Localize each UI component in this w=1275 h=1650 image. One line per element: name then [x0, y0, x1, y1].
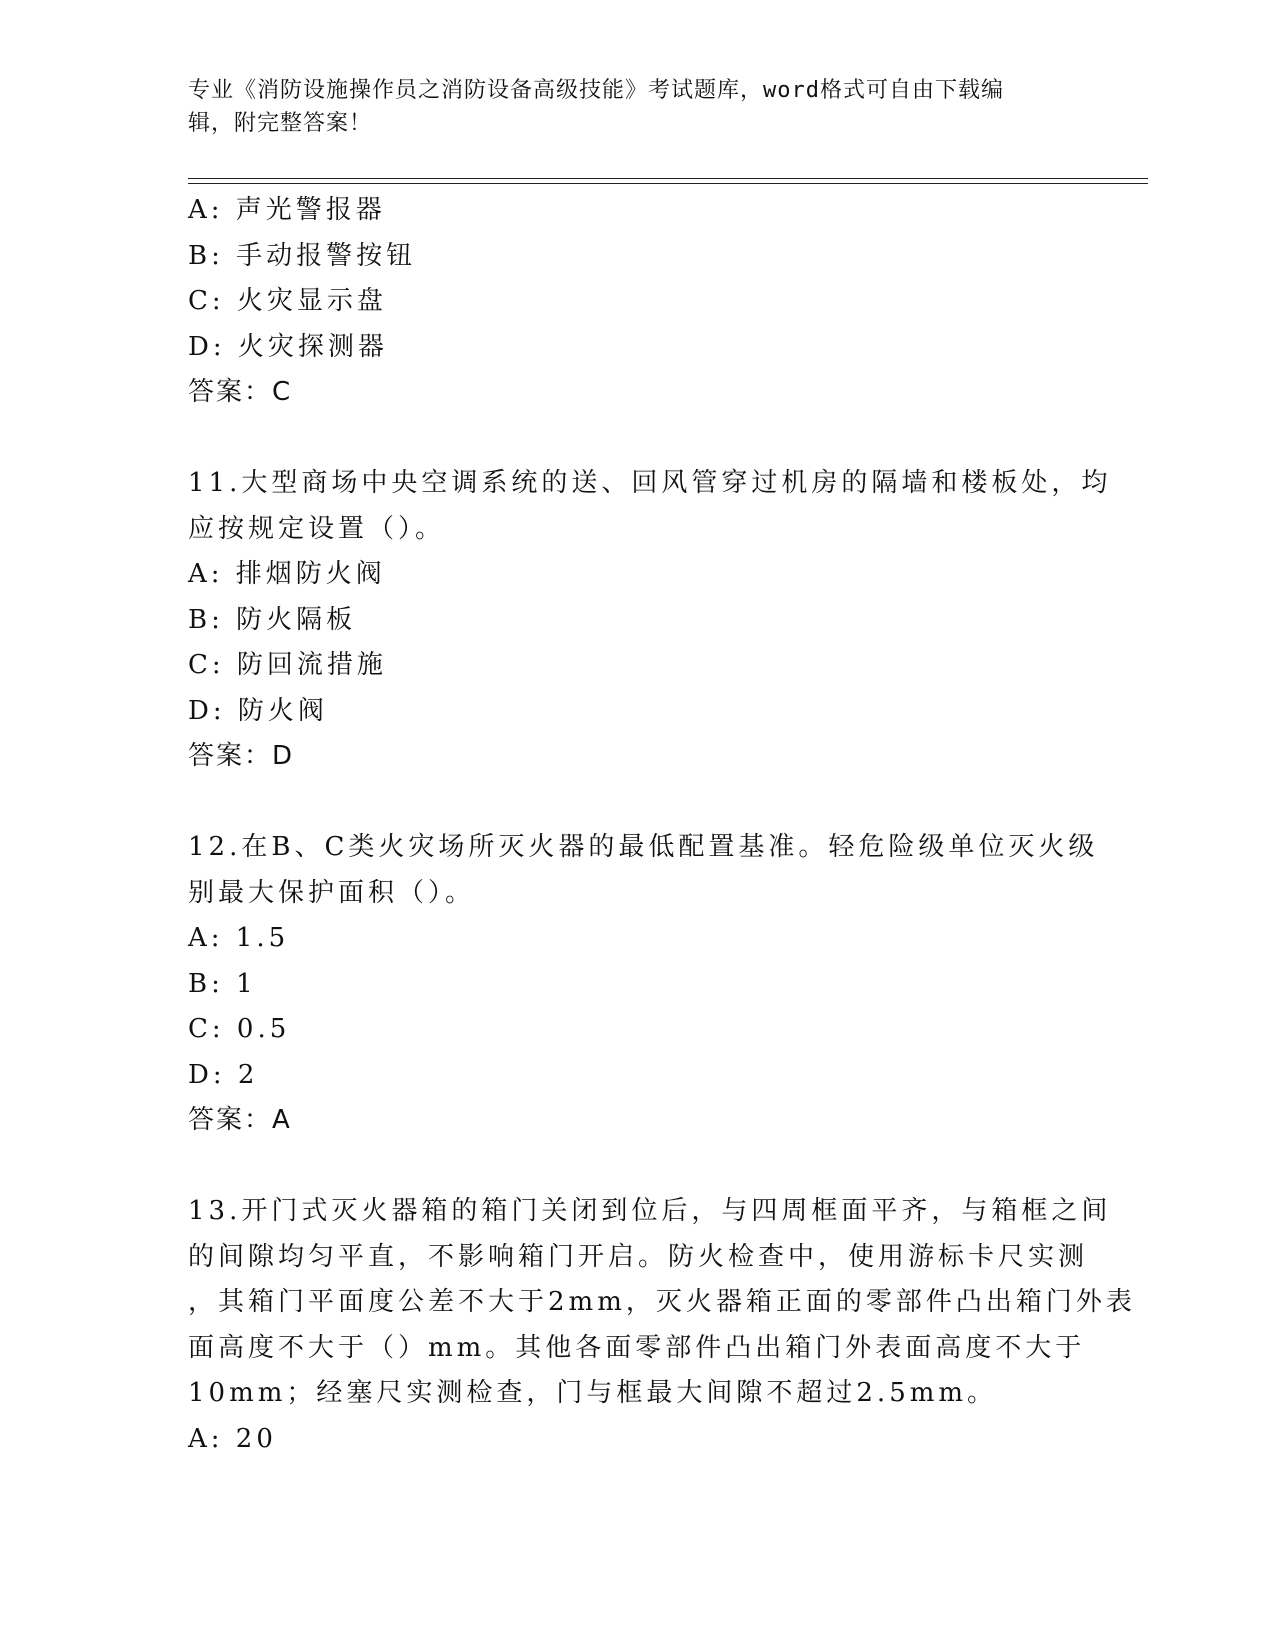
answer-line: 答案：D	[188, 741, 295, 771]
option-c: C: 防回流措施	[188, 650, 387, 680]
document-header	[188, 74, 1088, 140]
option-a: A: 1.5	[188, 923, 290, 953]
question-text-line: ，其箱门平面度公差不大于2mm，灭火器箱正面的零部件凸出箱门外表	[188, 1287, 1136, 1317]
option-b: B: 防火隔板	[188, 604, 357, 635]
spacer	[188, 780, 1088, 826]
header-divider-bottom	[188, 183, 1148, 184]
question-10-continued	[188, 188, 1088, 416]
option-c: C: 火灾显示盘	[188, 286, 387, 316]
question-text-line: 面高度不大于（）mm。其他各面零部件凸出箱门外表面高度不大于	[188, 1332, 1086, 1363]
option-c: C: 0.5	[188, 1014, 291, 1044]
question-text-line: 12.在B、C类火灾场所灭火器的最低配置基准。轻危险级单位灭火级	[188, 832, 1099, 862]
option-d: D: 火灾探测器	[188, 331, 388, 362]
spacer	[188, 1144, 1088, 1190]
answer-line: 答案：C	[188, 377, 293, 407]
option-a: A: 声光警报器	[188, 195, 386, 225]
header-line-1: 专业《消防设施操作员之消防设备高级技能》考试题库，word格式可自由下载编	[188, 78, 1004, 103]
spacer	[188, 416, 1088, 462]
question-text-line: 11.大型商场中央空调系统的送、回风管穿过机房的隔墙和楼板处，均	[188, 468, 1112, 498]
question-text-line: 10mm；经塞尺实测检查，门与框最大间隙不超过2.5mm。	[188, 1378, 998, 1408]
option-d: D: 2	[188, 1059, 259, 1090]
question-13	[188, 1189, 1136, 1462]
question-text-line: 应按规定设置（）。	[188, 513, 446, 544]
question-list	[188, 188, 1136, 1462]
option-d: D: 防火阀	[188, 695, 328, 726]
question-12	[188, 825, 1099, 1144]
option-a: A: 排烟防火阀	[188, 559, 386, 589]
option-b: B: 手动报警按钮	[188, 240, 417, 271]
header-divider-top	[188, 178, 1148, 179]
option-b: B: 1	[188, 968, 257, 999]
question-text-line: 的间隙均匀平直，不影响箱门开启。防火检查中，使用游标卡尺实测	[188, 1241, 1089, 1272]
option-a: A: 20	[188, 1423, 277, 1454]
answer-line: 答案：A	[188, 1105, 292, 1135]
question-text-line: 别最大保护面积（）。	[188, 877, 476, 908]
question-11	[188, 461, 1112, 780]
header-line-2: 辑，附完整答案！	[188, 111, 373, 136]
question-text-line: 13.开门式灭火器箱的箱门关闭到位后，与四周框面平齐，与箱框之间	[188, 1196, 1112, 1226]
